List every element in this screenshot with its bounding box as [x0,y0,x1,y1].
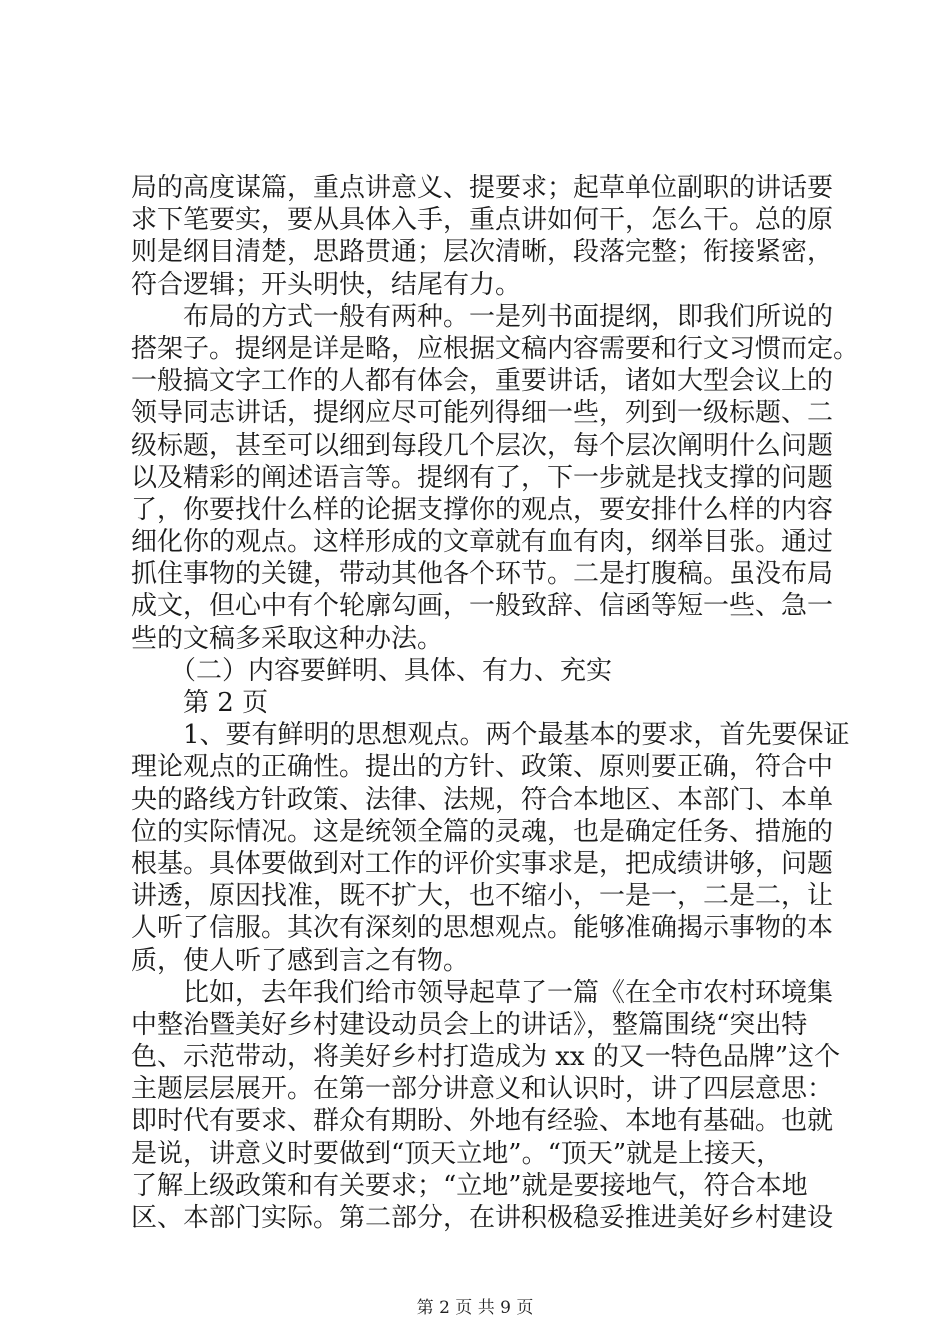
section-heading: （二）内容要鲜明、具体、有力、充实 [131,655,613,686]
text-line: 比如，去年我们给市领导起草了一篇《在全市农村环境集 [131,977,834,1008]
text-line: 是说，讲意义时要做到“顶天立地”。“顶天”就是上接天， [131,1138,783,1169]
text-line: 即时代有要求、群众有期盼、外地有经验、本地有基础。也就 [131,1106,834,1137]
text-line: 求下笔要实，要从具体入手，重点讲如何干，怎么干。总的原 [131,205,834,236]
text-line: 1、要有鲜明的思想观点。两个最基本的要求，首先要保证 [131,720,850,751]
text-line: 人听了信服。其次有深刻的思想观点。能够准确揭示事物的本 [131,913,834,944]
page-footer: 第 2 页 共 9 页 [416,1298,534,1318]
text-line: 局的高度谋篇，重点讲意义、提要求；起草单位副职的讲话要 [131,173,834,203]
text-line: 细化你的观点。这样形成的文章就有血有肉，纲举目张。通过 [131,527,834,558]
text-line: 区、本部门实际。第二部分，在讲积极稳妥推进美好乡村建设 [131,1203,834,1233]
text-line: 央的路线方针政策、法律、法规，符合本地区、本部门、本单 [131,784,834,815]
text-line: 则是纲目清楚，思路贯通；层次清晰，段落完整；衔接紧密， [131,237,834,268]
text-line: 以及精彩的阐述语言等。提纲有了，下一步就是找支撑的问题 [131,462,834,493]
text-line: 些的文稿多采取这种办法。 [131,623,444,654]
text-line: 领导同志讲话，提纲应尽可能列得细一些，列到一级标题、二 [131,398,834,429]
page-marker: 第 2 页 [131,688,269,718]
text-line: 抓住事物的关键，带动其他各个环节。二是打腹稿。虽没布局 [131,559,834,590]
body-text [131,172,860,1234]
text-line: 理论观点的正确性。提出的方针、政策、原则要正确，符合中 [131,752,834,783]
text-line: 位的实际情况。这是统领全篇的灵魂，也是确定任务、措施的 [131,816,834,847]
text-line: 色、示范带动，将美好乡村打造成为 xx 的又一特色品牌”这个 [131,1042,841,1073]
text-line: 了解上级政策和有关要求；“立地”就是要接地气，符合本地 [131,1170,808,1201]
text-line: 根基。具体要做到对工作的评价实事求是，把成绩讲够，问题 [131,848,834,879]
text-line: 中整治暨美好乡村建设动员会上的讲话》，整篇围绕“突出特 [131,1009,808,1040]
text-line: 主题层层展开。在第一部分讲意义和认识时，讲了四层意思： [131,1074,834,1105]
text-line: 级标题，甚至可以细到每段几个层次，每个层次阐明什么问题 [131,430,834,461]
text-line: 一般搞文字工作的人都有体会，重要讲话，诸如大型会议上的 [131,366,834,397]
text-line: 布局的方式一般有两种。一是列书面提纲，即我们所说的 [131,301,834,332]
text-line: 搭架子。提纲是详是略，应根据文稿内容需要和行文习惯而定。 [131,333,860,364]
text-line: 了，你要找什么样的论据支撑你的观点，要安排什么样的内容 [131,494,834,525]
text-line: 符合逻辑；开头明快，结尾有力。 [131,269,522,300]
text-line: 质，使人听了感到言之有物。 [131,945,470,976]
text-line: 成文，但心中有个轮廓勾画，一般致辞、信函等短一些、急一 [131,591,834,622]
text-line: 讲透，原因找准，既不扩大，也不缩小，一是一，二是二，让 [131,881,834,912]
